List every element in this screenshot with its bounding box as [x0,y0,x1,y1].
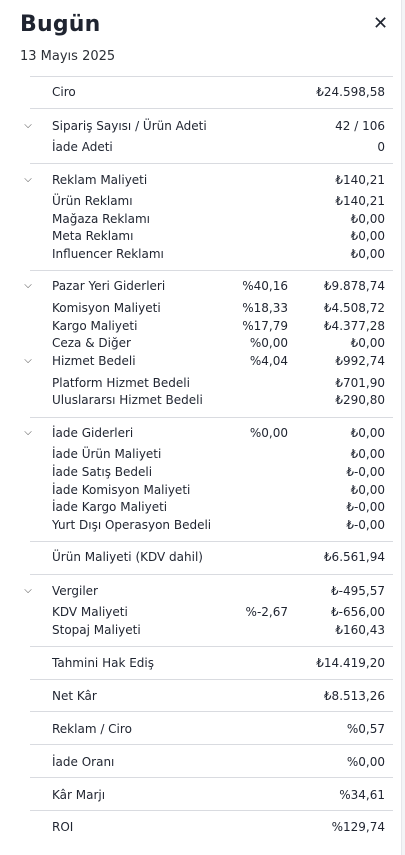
row-value: ₺9.878,74 [323,279,385,293]
row-label: Reklam / Ciro [52,722,132,736]
row-value: ₺14.419,20 [316,656,385,670]
row-percent: %18,33 [242,301,288,315]
row-label: Yurt Dışı Operasyon Bedeli [52,518,212,532]
row-value: ₺0,00 [350,247,385,261]
row-value: ₺290,80 [335,393,385,407]
divider [30,163,393,164]
row-reklam-ciro [22,720,393,738]
row-influencer-reklami [22,245,393,263]
row-value: ₺160,43 [335,623,385,637]
row-percent: %0,00 [249,336,288,350]
row-hizmet[interactable] [22,352,393,370]
row-uluslararasi-hizmet [22,391,393,409]
row-magaza-reklami [22,210,393,228]
row-label: İade Oranı [52,755,115,769]
row-value: ₺4.377,28 [323,319,385,333]
panel-title: Bugün [20,12,101,37]
row-percent: %-2,67 [245,605,288,619]
row-stopaj [22,621,393,639]
row-label: Ürün Reklamı [52,194,133,208]
row-label: İade Komisyon Maliyeti [52,483,191,497]
row-label: Pazar Yeri Giderleri [52,279,166,293]
row-label: KDV Maliyeti [52,605,128,619]
row-label: Tahmini Hak Ediş [52,656,155,670]
row-platform-hizmet [22,374,393,392]
row-label: İade Adeti [52,140,113,154]
divider [30,541,393,542]
divider [30,777,393,778]
row-label: Reklam Maliyeti [52,173,148,187]
row-value: ₺8.513,26 [323,689,385,703]
row-label: Stopaj Maliyeti [52,623,141,637]
row-percent: %40,16 [242,279,288,293]
row-urun-maliyeti [22,548,393,566]
panel-date: 13 Mayıs 2025 [20,49,116,64]
row-ceza [22,334,393,352]
row-label: Komisyon Maliyeti [52,301,161,315]
row-urun-reklami [22,192,393,210]
row-iade-orani [22,753,393,771]
row-value: %129,74 [331,820,385,834]
row-iade-kargo [22,498,393,516]
row-net-kar [22,687,393,705]
row-percent: %4,04 [249,354,288,368]
row-label: Platform Hizmet Bedeli [52,376,190,390]
row-iade-urun [22,445,393,463]
row-hak-edis [22,654,393,672]
chevron-down-icon[interactable]: ⌵ [24,120,32,131]
row-roi [22,818,393,836]
chevron-down-icon[interactable]: ⌵ [24,427,32,438]
row-iade-adeti [22,138,393,156]
divider [30,108,393,109]
close-icon[interactable]: ✕ [373,13,389,34]
divider [30,744,393,745]
row-komisyon [22,299,393,317]
row-value: ₺-0,00 [346,465,385,479]
row-kargo [22,317,393,335]
row-value: ₺140,21 [335,194,385,208]
row-value: ₺0,00 [350,447,385,461]
row-kdv [22,603,393,621]
row-pazar-yeri[interactable] [22,277,393,295]
row-value: %34,61 [339,788,385,802]
row-yurt-disi [22,516,393,534]
row-percent: %0,00 [249,426,288,440]
row-vergiler[interactable] [22,582,393,600]
row-label: Ceza & Diğer [52,336,131,350]
row-meta-reklami [22,227,393,245]
row-value: ₺0,00 [350,229,385,243]
chevron-down-icon[interactable]: ⌵ [24,585,32,596]
row-value: ₺0,00 [350,426,385,440]
divider [30,270,393,271]
row-kar-marji [22,786,393,804]
row-label: Ciro [52,85,76,99]
row-value: ₺-0,00 [346,518,385,532]
row-label: Net Kâr [52,689,97,703]
row-value: ₺-0,00 [346,500,385,514]
row-label: Uluslararsı Hizmet Bedeli [52,393,203,407]
row-value: 42 / 106 [335,119,385,133]
row-iade-komisyon [22,481,393,499]
row-label: İade Kargo Maliyeti [52,500,168,514]
row-value: ₺0,00 [350,483,385,497]
row-label: Kâr Marjı [52,788,106,802]
row-label: İade Satış Bedeli [52,465,153,479]
row-label: Kargo Maliyeti [52,319,138,333]
divider [30,679,393,680]
row-label: Hizmet Bedeli [52,354,136,368]
divider [30,711,393,712]
row-label: Vergiler [52,584,98,598]
row-value: ₺-656,00 [331,605,385,619]
row-value: ₺140,21 [335,173,385,187]
row-value: %0,00 [346,755,385,769]
row-label: Meta Reklamı [52,229,134,243]
divider [30,417,393,418]
row-value: 0 [377,140,385,154]
divider [30,646,393,647]
row-reklam[interactable] [22,171,393,189]
row-iade-satis [22,463,393,481]
row-label: Mağaza Reklamı [52,212,150,226]
row-value: ₺-495,57 [331,584,385,598]
row-value: %0,57 [346,722,385,736]
row-label: ROI [52,820,74,834]
row-value: ₺701,90 [335,376,385,390]
row-label: Sipariş Sayısı / Ürün Adeti [52,119,207,133]
row-value: ₺24.598,58 [316,85,385,99]
chevron-down-icon[interactable]: ⌵ [24,355,32,366]
row-siparis[interactable] [22,117,393,135]
chevron-down-icon[interactable]: ⌵ [24,174,32,185]
row-label: Influencer Reklamı [52,247,164,261]
row-percent: %17,79 [242,319,288,333]
row-label: Ürün Maliyeti (KDV dahil) [52,550,203,564]
row-value: ₺6.561,94 [323,550,385,564]
row-value: ₺992,74 [335,354,385,368]
divider [30,76,393,77]
row-value: ₺0,00 [350,212,385,226]
row-iade-giderleri[interactable] [22,424,393,442]
row-label: İade Ürün Maliyeti [52,447,162,461]
row-value: ₺0,00 [350,336,385,350]
chevron-down-icon[interactable]: ⌵ [24,280,32,291]
divider [30,574,393,575]
row-label: İade Giderleri [52,426,134,440]
row-value: ₺4.508,72 [323,301,385,315]
row-ciro [22,83,393,101]
divider [30,810,393,811]
